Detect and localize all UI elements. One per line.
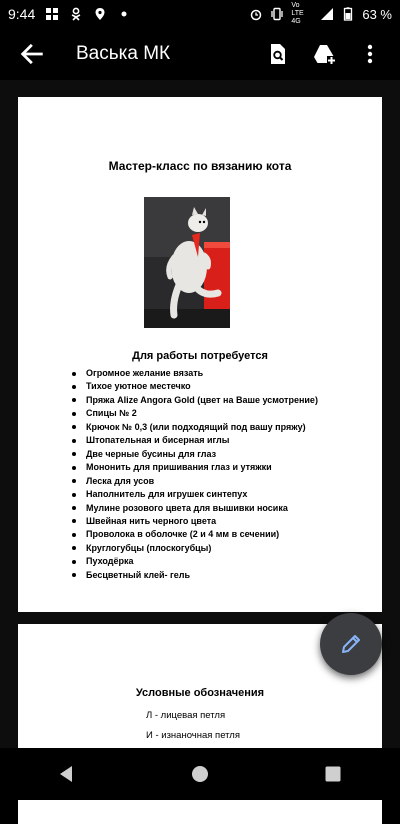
list-item: Швейная нить черного цвета	[72, 515, 318, 528]
dot-icon	[117, 7, 131, 21]
app-bar	[0, 28, 400, 80]
location-icon	[93, 7, 107, 21]
status-bar	[0, 0, 400, 28]
status-time: 9:44	[8, 6, 36, 22]
add-to-drive-icon[interactable]	[312, 42, 336, 66]
list-item: Проволока в оболочке (2 и 4 мм в сечении)	[72, 528, 318, 541]
list-item: Огромное желание вязать	[72, 367, 318, 380]
list-item: Бесцветный клей- гель	[72, 569, 318, 582]
odnoklassniki-icon	[69, 7, 83, 21]
page-heading: Мастер-класс по вязанию кота	[108, 159, 292, 173]
battery-percent: 63 %	[362, 6, 392, 22]
grid-icon	[45, 7, 59, 21]
recents-nav-icon[interactable]	[321, 762, 345, 786]
requirements-list	[72, 367, 318, 582]
battery-icon	[341, 7, 355, 21]
find-in-page-icon[interactable]	[266, 42, 290, 66]
list-item: Две черные бусины для глаз	[72, 448, 318, 461]
back-nav-icon[interactable]	[55, 762, 79, 786]
requirements-heading: Для работы потребуется	[132, 350, 268, 362]
edit-button[interactable]	[320, 613, 382, 675]
vibrate-icon	[270, 7, 284, 21]
list-item: Круглогубцы (плоскогубцы)	[72, 542, 318, 555]
list-item: Спицы № 2	[72, 407, 318, 420]
pencil-icon	[339, 632, 363, 656]
list-item: Наполнитель для игрушек синтепух	[72, 488, 318, 501]
list-item: Пуходёрка	[72, 555, 318, 568]
home-nav-icon[interactable]	[188, 762, 212, 786]
list-item: Пряжа Alize Angora Gold (цвет на Ваше усмотрение)	[72, 394, 318, 407]
alarm-icon	[249, 7, 263, 21]
network-label: Vo LTE 4G	[291, 2, 304, 25]
list-item: Тихое уютное местечко	[72, 380, 318, 393]
signal-icon	[320, 7, 334, 21]
list-item: Мулине розового цвета для вышивки носика	[72, 502, 318, 515]
legend-item: Л - лицевая петля	[146, 710, 226, 721]
system-nav-bar	[0, 748, 400, 800]
list-item: Леска для усов	[72, 475, 318, 488]
more-vert-icon[interactable]	[358, 42, 382, 66]
document-title: Васька МК	[76, 43, 171, 64]
pdf-page-1	[18, 97, 382, 612]
list-item: Крючок № 0,3 (или подходящий под вашу пряжу)	[72, 421, 318, 434]
list-item: Мононить для пришивания глаз и утяжки	[72, 461, 318, 474]
knitted-cat-photo	[144, 197, 230, 328]
back-arrow-icon[interactable]	[18, 40, 46, 68]
legend-item: И - изнаночная петля	[146, 730, 240, 741]
legend-heading: Условные обозначения	[135, 687, 265, 699]
list-item: Штопательная и бисерная иглы	[72, 434, 318, 447]
